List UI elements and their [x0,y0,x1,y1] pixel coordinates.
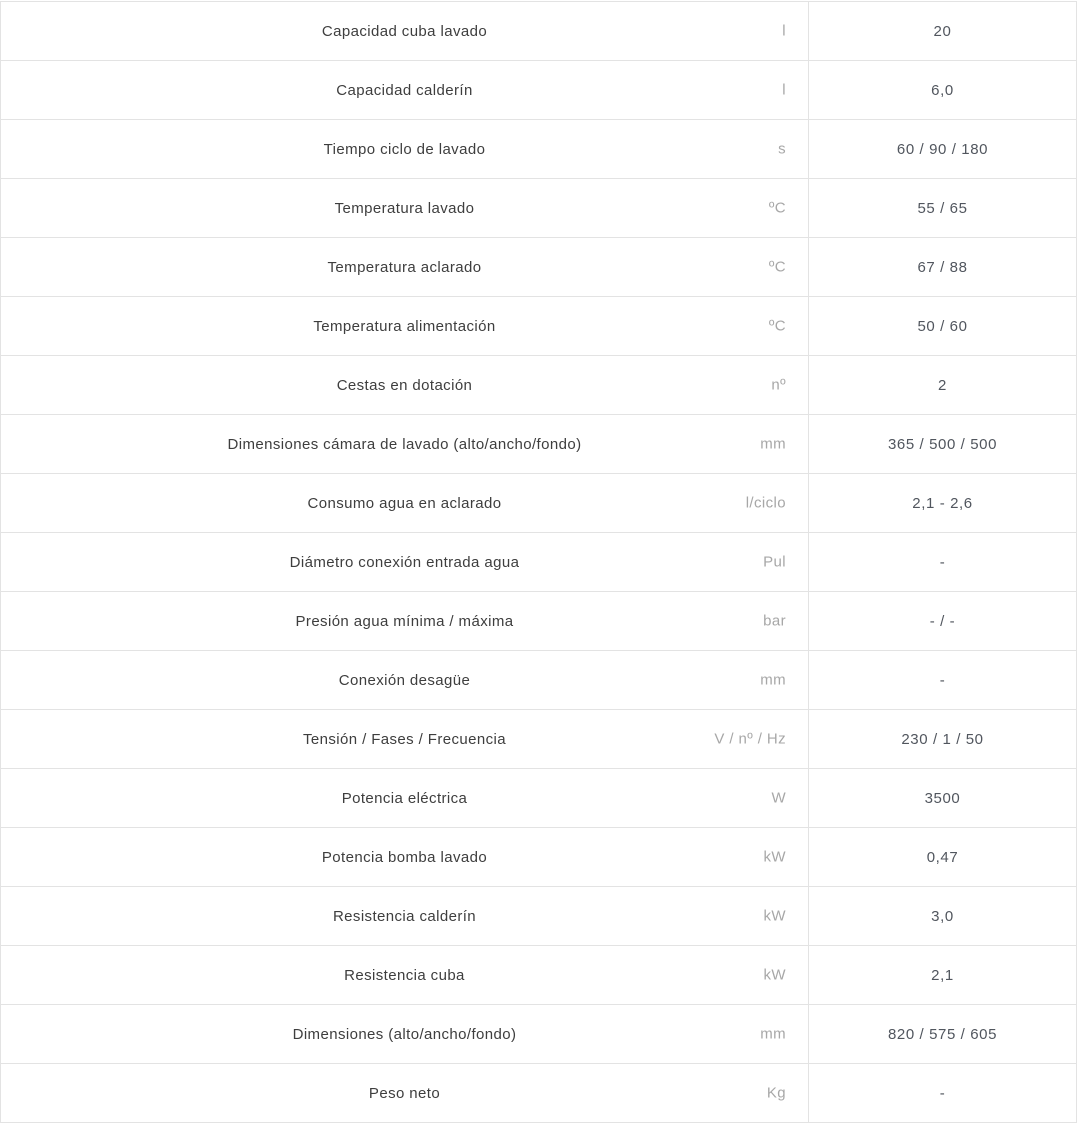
spec-row [1,179,1076,238]
spec-row-left-cell [1,946,808,1004]
spec-unit: mm [760,1025,786,1043]
spec-row-left-cell [1,297,808,355]
spec-value: 820 / 575 / 605 [887,1025,998,1043]
spec-label: Capacidad cuba lavado [321,22,488,40]
spec-value-cell [808,887,1076,945]
spec-value-cell [808,651,1076,709]
spec-unit: kW [763,848,786,866]
spec-value-cell [808,1005,1076,1063]
spec-row-left-cell [1,238,808,296]
spec-unit: kW [763,907,786,925]
spec-value-cell [808,238,1076,296]
spec-row-left-cell [1,120,808,178]
spec-unit: nº [771,376,786,394]
spec-value: 3,0 [931,907,954,925]
spec-label: Resistencia calderín [332,907,477,925]
spec-value-cell [808,415,1076,473]
spec-row [1,238,1076,297]
spec-row [1,474,1076,533]
spec-value: - [939,1084,946,1102]
spec-row [1,120,1076,179]
spec-value: 60 / 90 / 180 [896,140,989,158]
spec-label: Tiempo ciclo de lavado [323,140,486,158]
spec-unit: bar [763,612,786,630]
spec-label: Dimensiones cámara de lavado (alto/ancho/fondo) [227,435,582,453]
spec-label: Diámetro conexión entrada agua [289,553,520,571]
spec-row-left-cell [1,356,808,414]
spec-row [1,828,1076,887]
spec-value-cell [808,474,1076,532]
spec-row-left-cell [1,710,808,768]
spec-value-cell [808,2,1076,60]
spec-row-left-cell [1,533,808,591]
spec-value-cell [808,769,1076,827]
spec-row-left-cell [1,61,808,119]
spec-table [0,1,1077,1123]
spec-value: - / - [929,612,956,630]
spec-value-cell [808,120,1076,178]
spec-row [1,592,1076,651]
spec-row-left-cell [1,828,808,886]
spec-label: Dimensiones (alto/ancho/fondo) [292,1025,517,1043]
spec-label: Resistencia cuba [344,966,465,984]
spec-row [1,2,1076,61]
spec-label: Consumo agua en aclarado [307,494,502,512]
spec-row [1,533,1076,592]
spec-unit: mm [760,671,786,689]
spec-label: Conexión desagüe [338,671,471,689]
spec-row [1,1005,1076,1064]
spec-label: Temperatura alimentación [313,317,496,335]
spec-unit: mm [760,435,786,453]
spec-value: 55 / 65 [917,199,968,217]
spec-row-left-cell [1,887,808,945]
spec-value: 20 [933,22,952,40]
spec-row [1,415,1076,474]
spec-value: 2,1 [931,966,954,984]
spec-value-cell [808,61,1076,119]
spec-value: 2 [938,376,947,394]
spec-unit: l [782,81,786,99]
spec-row [1,887,1076,946]
spec-unit: V / nº / Hz [714,730,786,748]
spec-unit: kW [763,966,786,984]
spec-value: 6,0 [931,81,954,99]
spec-label: Cestas en dotación [336,376,473,394]
spec-row [1,1064,1076,1123]
spec-value: 50 / 60 [917,317,968,335]
spec-value-cell [808,828,1076,886]
spec-value: 67 / 88 [917,258,968,276]
spec-value-cell [808,356,1076,414]
spec-value: 3500 [924,789,961,807]
spec-value: - [939,553,946,571]
spec-unit: ºC [768,258,786,276]
spec-unit: ºC [768,199,786,217]
spec-row [1,61,1076,120]
spec-value: - [939,671,946,689]
spec-value-cell [808,179,1076,237]
spec-row-left-cell [1,474,808,532]
spec-row-left-cell [1,769,808,827]
spec-unit: ºC [768,317,786,335]
spec-row [1,651,1076,710]
spec-row [1,946,1076,1005]
spec-row-left-cell [1,592,808,650]
spec-row-left-cell [1,1005,808,1063]
spec-unit: l/ciclo [745,494,786,512]
spec-label: Tensión / Fases / Frecuencia [303,730,506,748]
spec-row-left-cell [1,179,808,237]
spec-value-cell [808,946,1076,1004]
spec-row-left-cell [1,1064,808,1122]
spec-label: Potencia eléctrica [341,789,468,807]
spec-label: Potencia bomba lavado [321,848,488,866]
spec-unit: s [778,140,786,158]
spec-value: 2,1 - 2,6 [912,494,973,512]
spec-value: 365 / 500 / 500 [887,435,998,453]
spec-value-cell [808,1064,1076,1122]
spec-label: Presión agua mínima / máxima [295,612,514,630]
spec-value: 230 / 1 / 50 [901,730,984,748]
spec-row [1,297,1076,356]
spec-row [1,356,1076,415]
spec-row [1,710,1076,769]
spec-value-cell [808,710,1076,768]
spec-value: 0,47 [926,848,959,866]
spec-row-left-cell [1,2,808,60]
spec-row [1,769,1076,828]
spec-unit: Kg [766,1084,786,1102]
spec-value-cell [808,533,1076,591]
spec-unit: Pul [763,553,786,571]
spec-label: Temperatura aclarado [327,258,482,276]
spec-row-left-cell [1,651,808,709]
spec-unit: W [771,789,786,807]
spec-unit: l [782,22,786,40]
spec-row-left-cell [1,415,808,473]
spec-value-cell [808,297,1076,355]
spec-label: Peso neto [368,1084,441,1102]
spec-value-cell [808,592,1076,650]
spec-label: Temperatura lavado [334,199,475,217]
spec-label: Capacidad calderín [336,81,473,99]
